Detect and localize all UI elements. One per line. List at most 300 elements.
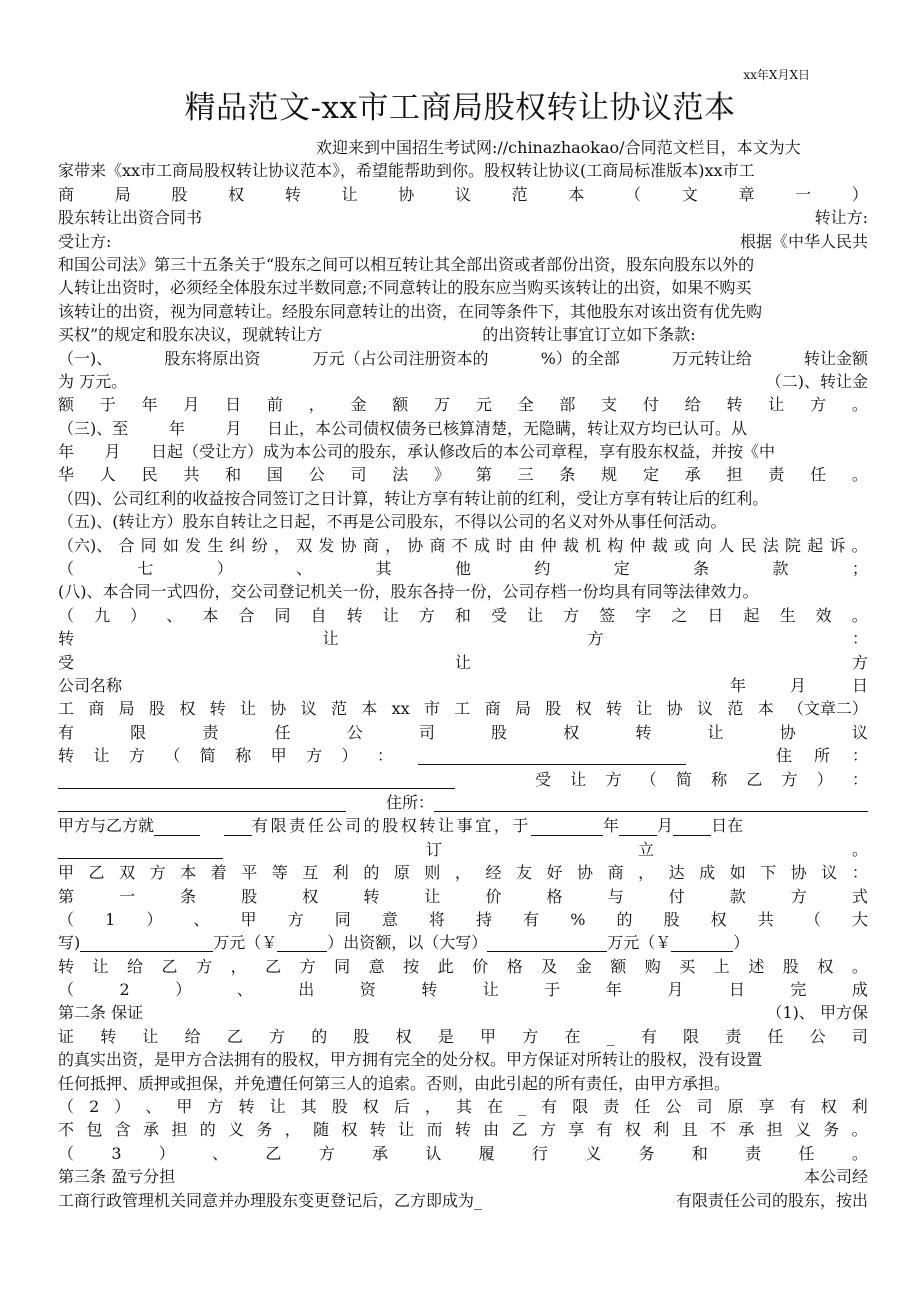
body-line: 年 月 日起（受让方）成为本公司的股东，承认修改后的本公司章程，享有股东权益，并按《中 <box>58 442 776 462</box>
text-segment: 院 <box>785 535 802 555</box>
text-segment: 万元转让给 <box>671 348 752 368</box>
text-segment: 任 <box>634 1097 651 1117</box>
text-segment: 付 <box>668 886 685 906</box>
text-segment: 权 <box>710 909 727 929</box>
body-line: 任何抵押、质押或担保，并免遭任何第三人的追索。否则，由此引起的所有责任，由甲方承担。 <box>58 1073 731 1093</box>
text-segment: 或 <box>673 535 690 555</box>
text-segment: 协 <box>398 184 415 204</box>
text-segment: 受 <box>58 652 75 672</box>
text-segment: 方 <box>539 1120 556 1140</box>
text-segment: 持 <box>476 909 493 929</box>
text-segment: 承 <box>684 465 701 485</box>
text-segment: 局 <box>114 184 131 204</box>
text-segment: 享 <box>568 1120 585 1140</box>
article-heading <box>58 885 868 908</box>
text-segment: 价 <box>472 956 489 976</box>
text-segment: 约 <box>534 559 551 579</box>
body-line: 的真实出资，是甲方合法拥有的股权，甲方拥有完全的处分权。甲方保证对所转让的股权，没有设置 <box>58 1050 763 1070</box>
text-segment: （ <box>58 1143 75 1163</box>
clause-text: 万元（￥ <box>213 933 278 953</box>
text-segment: 述 <box>748 956 765 976</box>
fill-blank <box>619 817 657 836</box>
text-segment: 全 <box>517 395 534 415</box>
text-segment: 市 <box>423 699 440 719</box>
text-segment: 任 <box>798 1143 815 1163</box>
text-segment: 范 <box>511 184 528 204</box>
text-segment: 权 <box>575 699 592 719</box>
text-segment: ， <box>638 863 655 883</box>
text-segment: 平 <box>241 863 258 883</box>
text-segment: ， <box>230 956 247 976</box>
text-segment: 责 <box>603 1097 620 1117</box>
spread-group <box>535 768 868 791</box>
text-segment: 议 <box>454 184 471 204</box>
text-segment: 利 <box>851 1097 868 1117</box>
text-segment: 权 <box>563 722 580 742</box>
text-segment: 承 <box>738 1120 755 1140</box>
text-segment: 议 <box>300 699 317 719</box>
body-line <box>58 838 868 861</box>
text-segment: 如 <box>162 535 179 555</box>
text-segment: 和 <box>225 465 242 485</box>
body-line <box>58 978 868 1001</box>
text-segment: 。 <box>851 1120 868 1140</box>
text-segment: 工 <box>58 699 75 719</box>
text-segment: 股东将原出资 <box>164 348 261 368</box>
text-segment: 方 <box>790 886 807 906</box>
text-segment: 日 <box>707 605 724 625</box>
text-segment: 转 <box>209 699 226 719</box>
text-segment: 甲 <box>58 863 75 883</box>
fill-blank <box>531 817 603 836</box>
text-segment: 让 <box>707 722 724 742</box>
date-year: 年 <box>729 675 746 695</box>
text-segment: 第 <box>58 886 75 906</box>
text-segment: 任 <box>274 722 291 742</box>
text-segment: 生 <box>207 535 224 555</box>
text-segment: 承 <box>143 1120 160 1140</box>
text-segment: 不 <box>451 535 468 555</box>
text-segment: ： <box>851 769 868 789</box>
text-segment: 方 <box>418 605 435 625</box>
text-segment: 定 <box>613 559 630 579</box>
text-segment: 好 <box>546 863 563 883</box>
text-segment: 协 <box>270 699 287 719</box>
text-segment: 简 <box>199 746 216 766</box>
text-segment: 商 <box>607 863 624 883</box>
text-segment: （文章二） <box>787 699 868 719</box>
text-segment: 司 <box>851 1026 868 1046</box>
text-segment: 转 <box>369 1120 386 1140</box>
body-line <box>58 347 868 370</box>
text-segment: 让 <box>398 1120 415 1140</box>
text-segment: 随 <box>313 1120 330 1140</box>
text-segment: ： <box>376 746 393 766</box>
text-segment: 。 <box>851 395 868 415</box>
body-line <box>58 557 868 580</box>
body-line <box>58 1025 868 1048</box>
text-segment: 乙 <box>161 956 178 976</box>
clause-text: ） <box>733 933 750 953</box>
text-segment: 范 <box>727 699 744 719</box>
text-segment: 资 <box>359 980 376 1000</box>
text-segment: 第三条 盈亏分担 <box>58 1167 176 1187</box>
text-segment: 于 <box>544 980 561 1000</box>
text-segment: 履 <box>478 1143 495 1163</box>
text-segment: 称 <box>711 769 728 789</box>
text-segment: 方 <box>196 956 213 976</box>
text-segment: 转 <box>284 184 301 204</box>
document-body <box>58 136 868 1212</box>
text-segment: 成 <box>473 535 490 555</box>
body-line <box>58 791 868 814</box>
text-segment: （ <box>58 1097 75 1117</box>
text-segment: 。 <box>851 535 868 555</box>
text-segment: 款 <box>729 886 746 906</box>
text-segment: 日 <box>728 980 745 1000</box>
text-segment: 共 <box>183 465 200 485</box>
text-segment: （1)、 甲方保 <box>766 1003 868 1023</box>
text-segment: 转 <box>238 1097 255 1117</box>
text-segment: 协 <box>407 535 424 555</box>
text-segment: 转 <box>363 886 380 906</box>
text-segment: ， <box>385 535 402 555</box>
text-segment: 务 <box>638 1143 655 1163</box>
text-segment: 方 <box>810 395 827 415</box>
text-segment: 裁 <box>651 535 668 555</box>
article-heading <box>58 1001 868 1024</box>
text-segment: 任 <box>810 465 827 485</box>
text-segment: 方 <box>563 605 580 625</box>
text-segment: （二)、转让金 <box>765 371 868 391</box>
text-segment: 公 <box>308 465 325 485</box>
text-segment: ） <box>158 1143 175 1163</box>
text-segment: 、 <box>145 1097 162 1117</box>
text-segment: 经 <box>485 863 502 883</box>
text-segment: 方 <box>128 746 145 766</box>
text-segment: 转让方: <box>814 208 868 228</box>
text-segment: 章 <box>738 184 755 204</box>
text-segment: 规 <box>601 465 618 485</box>
text-segment: 1 <box>105 909 116 929</box>
text-segment: 方 <box>851 652 868 672</box>
text-segment: 格 <box>546 886 563 906</box>
text-segment: 让 <box>636 699 653 719</box>
text-segment: 担 <box>766 1120 783 1140</box>
text-segment: 局 <box>118 699 135 719</box>
text-segment: 让 <box>92 956 109 976</box>
company-name-label: 公司名称 <box>58 675 123 695</box>
text-segment: 月 <box>667 980 684 1000</box>
text-segment: 让 <box>454 652 471 672</box>
text-segment: 上 <box>713 956 730 976</box>
text-segment: 时 <box>496 535 513 555</box>
text-segment: 九 <box>94 605 111 625</box>
text-segment: ） <box>216 559 233 579</box>
text-segment: 协 <box>340 535 357 555</box>
clause-text: 有限责任公司的股权转让事宜，于 <box>252 816 532 836</box>
text-segment: 转 <box>421 980 438 1000</box>
clause-text: 月 <box>657 816 674 836</box>
text-segment: 让 <box>93 746 110 766</box>
text-segment: 权 <box>362 1097 379 1117</box>
text-segment: 利 <box>332 863 349 883</box>
text-segment: ） <box>851 184 868 204</box>
text-segment: 承 <box>372 1143 389 1163</box>
text-segment: 股 <box>241 886 258 906</box>
text-segment: 有 <box>640 1026 657 1046</box>
body-line <box>58 183 868 206</box>
text-segment: 和 <box>454 605 471 625</box>
text-segment: 方 <box>781 769 798 789</box>
fill-blank <box>673 817 711 836</box>
text-segment: 转让金额 <box>803 348 868 368</box>
text-segment: 等 <box>271 863 288 883</box>
body-line <box>58 1118 868 1141</box>
text-segment: 让 <box>269 1097 286 1117</box>
text-segment: 、 <box>236 980 253 1000</box>
text-segment: 司 <box>696 1097 713 1117</box>
text-segment: 义 <box>228 1120 245 1140</box>
body-line: 该转让的出资，视为同意转让。经股东同意转让的出资，在同等条件下，其他股东对该出资有优先购 <box>58 301 763 321</box>
text-segment: 转 <box>58 629 75 649</box>
text-segment: 工商行政管理机关同意并办理股东变更登记后，乙方即成为_ <box>58 1190 483 1210</box>
text-segment: 而 <box>426 1120 443 1140</box>
text-segment: 。 <box>851 465 868 485</box>
text-segment: 购 <box>644 956 661 976</box>
text-segment: 转 <box>58 956 75 976</box>
text-segment: 及 <box>541 956 558 976</box>
text-segment: 任 <box>767 1026 784 1046</box>
text-segment: 乙 <box>511 1120 528 1140</box>
text-segment: 金 <box>350 395 367 415</box>
text-segment: 日 <box>225 395 242 415</box>
fill-blank <box>487 933 607 952</box>
text-segment: 万元（占公司注册资本的 <box>312 348 489 368</box>
text-segment: 商 <box>88 699 105 719</box>
clause-char: 订 <box>426 839 443 859</box>
text-segment: ） <box>816 769 833 789</box>
text-segment: 公 <box>346 722 363 742</box>
fill-blank <box>277 933 327 952</box>
date-month: 月 <box>789 675 806 695</box>
text-segment: 条 <box>559 465 576 485</box>
text-segment: 式 <box>851 886 868 906</box>
text-segment: 其 <box>300 1097 317 1117</box>
text-segment: 合 <box>238 605 255 625</box>
text-segment: 股 <box>545 699 562 719</box>
text-segment: （一)、 <box>58 348 113 368</box>
text-segment: 转 <box>605 699 622 719</box>
text-segment: （六)、 <box>58 535 113 555</box>
text-segment: ： <box>851 629 868 649</box>
text-segment: 成 <box>699 863 716 883</box>
text-segment: 方 <box>287 909 304 929</box>
text-segment: 甲 <box>240 909 257 929</box>
text-segment: 责 <box>745 1143 762 1163</box>
text-segment: 受让方: <box>58 231 112 251</box>
signature-line <box>58 674 868 697</box>
text-segment: 年 <box>141 395 158 415</box>
body-line <box>58 744 868 767</box>
text-segment: 文 <box>681 184 698 204</box>
text-segment: 意 <box>368 956 385 976</box>
article-heading <box>58 1165 868 1188</box>
text-segment: 将 <box>428 909 445 929</box>
text-segment: 诉 <box>829 535 846 555</box>
text-segment: （ <box>58 909 75 929</box>
text-segment: 价 <box>485 886 502 906</box>
text-segment: 、 <box>296 559 313 579</box>
text-segment: 公 <box>665 1097 682 1117</box>
text-segment: 工 <box>454 699 471 719</box>
text-segment: 让 <box>239 699 256 719</box>
text-segment: 给 <box>184 1026 201 1046</box>
text-segment: 构 <box>607 535 624 555</box>
text-segment: 元 <box>475 395 492 415</box>
text-segment: 定 <box>642 465 659 485</box>
text-segment: 司 <box>418 722 435 742</box>
text-segment: 股 <box>148 699 165 719</box>
text-segment: 后 <box>393 1097 410 1117</box>
text-segment: 七 <box>137 559 154 579</box>
text-segment: 股 <box>491 722 508 742</box>
body-line: （三)、至 年 月 日止，本公司债权债务已核算清楚，无隐瞒，转让双方均已认可。从 <box>58 418 748 438</box>
text-segment: 股 <box>782 956 799 976</box>
text-segment: 行 <box>531 1143 548 1163</box>
text-segment: 让 <box>341 184 358 204</box>
text-segment: 起 <box>743 605 760 625</box>
text-segment: 权 <box>817 956 834 976</box>
text-segment: 一 <box>119 886 136 906</box>
text-segment: （ <box>58 980 75 1000</box>
signature-line <box>58 627 868 650</box>
text-segment: 责 <box>725 1026 742 1046</box>
body-line <box>58 393 868 416</box>
clause-text: 年 <box>603 816 620 836</box>
text-segment: 权 <box>228 184 245 204</box>
text-segment: ） <box>146 909 163 929</box>
text-segment: 股 <box>663 909 680 929</box>
text-segment: 方 <box>605 769 622 789</box>
text-segment: _ <box>606 1026 615 1046</box>
text-segment: 同 <box>334 956 351 976</box>
body-line <box>58 1095 868 1118</box>
clause-text: ）出资额，以（大写） <box>327 933 488 953</box>
text-segment: 为 万元。 <box>58 371 128 391</box>
text-segment: 万 <box>434 395 451 415</box>
text-segment: 不 <box>58 1120 75 1140</box>
text-segment: 且 <box>681 1120 698 1140</box>
body-line: 人转让出资时，必须经全体股东过半数同意;不同意转让的股东应当购买该转让的出资，如果不购买 <box>58 278 752 298</box>
body-line <box>58 230 868 253</box>
text-segment: 转 <box>58 746 75 766</box>
body-line <box>58 861 868 884</box>
text-segment: 商 <box>484 699 501 719</box>
text-segment: 原 <box>393 863 410 883</box>
clause-text: 日在 <box>711 816 744 836</box>
text-segment: 原 <box>727 1097 744 1117</box>
text-segment: 认 <box>425 1143 442 1163</box>
text-segment: 让 <box>570 769 587 789</box>
text-segment: ） <box>175 980 192 1000</box>
text-segment: 包 <box>86 1120 103 1140</box>
text-segment: 民 <box>141 465 158 485</box>
text-segment: 权 <box>395 1026 412 1046</box>
document-date: xx年X月X日 <box>743 68 810 82</box>
text-segment: 纠 <box>229 535 246 555</box>
text-segment: 、 <box>193 909 210 929</box>
fill-blank <box>80 933 213 952</box>
text-segment: 支 <box>601 395 618 415</box>
text-segment: 责 <box>768 465 785 485</box>
text-segment: 称 <box>235 746 252 766</box>
text-segment: 方 <box>269 1026 286 1046</box>
text-segment: 证 <box>58 1026 75 1046</box>
body-line: （五)、(转让方）股东自转让之日起，不再是公司股东，不得以公司的名义对外从事任何活动。 <box>58 512 727 532</box>
text-segment: 的 <box>363 863 380 883</box>
text-segment: ， <box>284 1120 301 1140</box>
text-segment: 转 <box>454 1120 471 1140</box>
text-segment: 共 <box>757 909 774 929</box>
text-segment: 仲 <box>629 535 646 555</box>
body-line <box>58 1142 868 1165</box>
text-segment: 法 <box>762 535 779 555</box>
text-segment: 生 <box>779 605 796 625</box>
text-segment: 在 <box>564 1026 581 1046</box>
text-segment: 有 <box>541 1097 558 1117</box>
text-segment: ： <box>851 863 868 883</box>
body-line <box>58 955 868 978</box>
text-segment: 方 <box>207 1097 224 1117</box>
text-segment: 字 <box>635 605 652 625</box>
body-line <box>58 908 868 931</box>
body-line <box>58 697 868 720</box>
text-segment: （ <box>640 769 657 789</box>
text-segment: 让 <box>322 629 339 649</box>
text-segment: 享 <box>758 1097 775 1117</box>
text-segment: % <box>570 909 586 929</box>
text-segment: 按 <box>403 956 420 976</box>
clause-text: 写) <box>58 933 81 953</box>
text-segment: 担 <box>726 465 743 485</box>
text-segment: 本 <box>202 605 219 625</box>
text-segment: 第 <box>475 465 492 485</box>
text-segment: 商 <box>362 535 379 555</box>
text-segment: ； <box>851 559 868 579</box>
text-segment: 股 <box>171 184 188 204</box>
text-segment: 由 <box>483 1120 500 1140</box>
text-segment: 权 <box>179 699 196 719</box>
text-segment: 利 <box>653 1120 670 1140</box>
text-segment: 的 <box>311 1026 328 1046</box>
text-segment: 条 <box>180 886 197 906</box>
body-line: 和国公司法》第三十五条关于“股东之间可以相互转让其全部出资或者部份出资，股东向股东以外的 <box>58 254 755 274</box>
text-segment: 不 <box>709 1120 726 1140</box>
body-line <box>58 604 868 627</box>
text-segment: 转 <box>726 395 743 415</box>
text-segment: 股 <box>353 1026 370 1046</box>
body-line <box>58 931 868 954</box>
text-segment: 前 <box>266 395 283 415</box>
document-title: 精品范文-xx市工商局股权转让协议范本 <box>184 90 736 126</box>
body-line <box>58 323 868 346</box>
text-segment: 方 <box>522 1026 539 1046</box>
body-line: 家带来《xx市工商局股权转让协议范本》，希望能帮助到你。股权转让协议(工商局标准版本)xx市工 <box>58 161 755 181</box>
text-segment: 让 <box>482 980 499 1000</box>
text-segment: 国 <box>266 465 283 485</box>
text-segment: 权 <box>302 886 319 906</box>
